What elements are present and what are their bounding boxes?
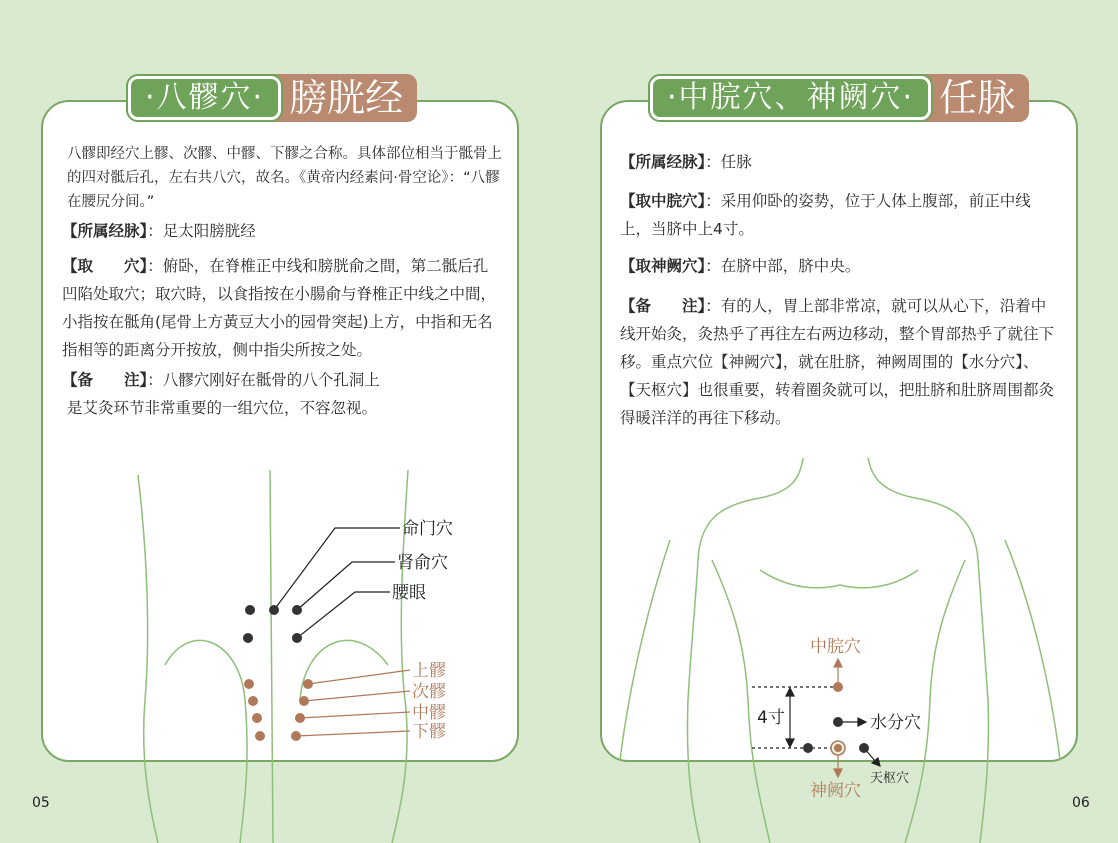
left-note-label: 【备 注】 [62,371,148,389]
measure-arrow-down [786,739,794,747]
right-shenque-value: ：在脐中部，脐中央。 [705,257,861,275]
right-note-label: 【备 注】 [620,297,706,315]
right-title-meridian: 任脉 [913,74,1029,122]
left-page-number: 05 [32,795,50,811]
left-note-value-2: 是艾灸环节非常重要的一组穴位，不容忽视。 [67,399,378,417]
point-tianshu-left [803,743,813,753]
right-note-value: ：有的人，胃上部非常凉，就可以从心下，沿着中线开始灸，灸热乎了再往左右两边移动，整个胃部热乎了就往下移。重点穴位【神阙穴】，就在肚脐，神阙周围的【水分穴】、【天枢穴】也很重要，转着圈灸就可以，把肚脐和肚脐周围都灸得暖洋洋的再往下移动。 [620,297,1055,427]
chest-line [760,570,918,588]
right-zhongwan-label: 【取中脘穴】 [620,192,706,210]
left-point-value: ：俯卧，在脊椎正中线和膀胱俞之間，第二骶后孔凹陷处取穴；取穴時，以食指按在小腸俞与脊椎正中线之中間，小指按在骶角(尾骨上方黃豆大小的园骨突起)上方，中指和无名指相等的距离分开按放，侧中指尖所按之处。 [62,257,497,359]
label-xialiao: 下髎 [412,722,446,742]
zhongwan-arrowhead [834,659,842,667]
label-shenque: 神阙穴 [810,781,861,801]
waist-right [905,560,965,843]
right-meridian-value: ：任脉 [705,153,752,171]
point-tianshu-right [859,743,869,753]
measure-arrow-up [786,688,794,696]
point-shenque [834,744,842,752]
left-title-meridian: 膀胱经 [263,74,417,122]
left-title-banner [128,74,417,122]
shenque-arrowhead [834,769,842,777]
label-zhongliao: 中髎 [412,703,446,723]
torso-outline-left [688,458,804,843]
right-shenque-label: 【取神阙穴】 [620,257,706,275]
label-tianshu: 天枢穴 [870,771,910,786]
left-meridian-value: ：足太阳膀胱经 [147,222,256,240]
right-meridian-label: 【所属经脉】 [620,153,706,171]
right-zhongwan-value: ：采用仰卧的姿势，位于人体上腹部，前正中线上，当脐中上4寸。 [620,192,1031,238]
label-shenshu: 肾俞穴 [397,553,448,573]
waist-left [712,560,770,843]
left-title-tag: ·八髎穴· [128,76,281,120]
arm-left [620,540,670,760]
point-zhongwan [833,682,843,692]
left-point-label: 【取 穴】 [62,257,148,275]
right-title-tag: ·中脘穴、神阙穴· [650,76,931,120]
left-meridian-label: 【所属经脉】 [62,222,148,240]
right-title-banner [650,74,1029,122]
label-4cun: 4寸 [757,708,785,728]
left-note-value: ：八髎穴刚好在骶骨的八个孔洞上 [147,371,380,389]
label-zhongwan: 中脘穴 [810,637,861,657]
label-ciliao: 次髎 [412,682,446,702]
shuifen-arrowhead [858,718,866,726]
label-yaoyan: 腰眼 [392,583,426,603]
right-page-number: 06 [1072,795,1090,811]
point-shuifen [833,717,843,727]
arm-right [1005,540,1060,760]
label-mingmen: 命门穴 [402,519,453,539]
label-shuifen: 水分穴 [870,713,921,733]
label-shangliao: 上髎 [412,661,446,681]
left-intro: 八髎即经穴上髎、次髎、中髎、下髎之合称。具体部位相当于骶骨上的四对骶后孔，左右共八穴，故名。《黄帝内经素问·骨空论》：“八髎在腰尻分间。” [67,146,502,210]
